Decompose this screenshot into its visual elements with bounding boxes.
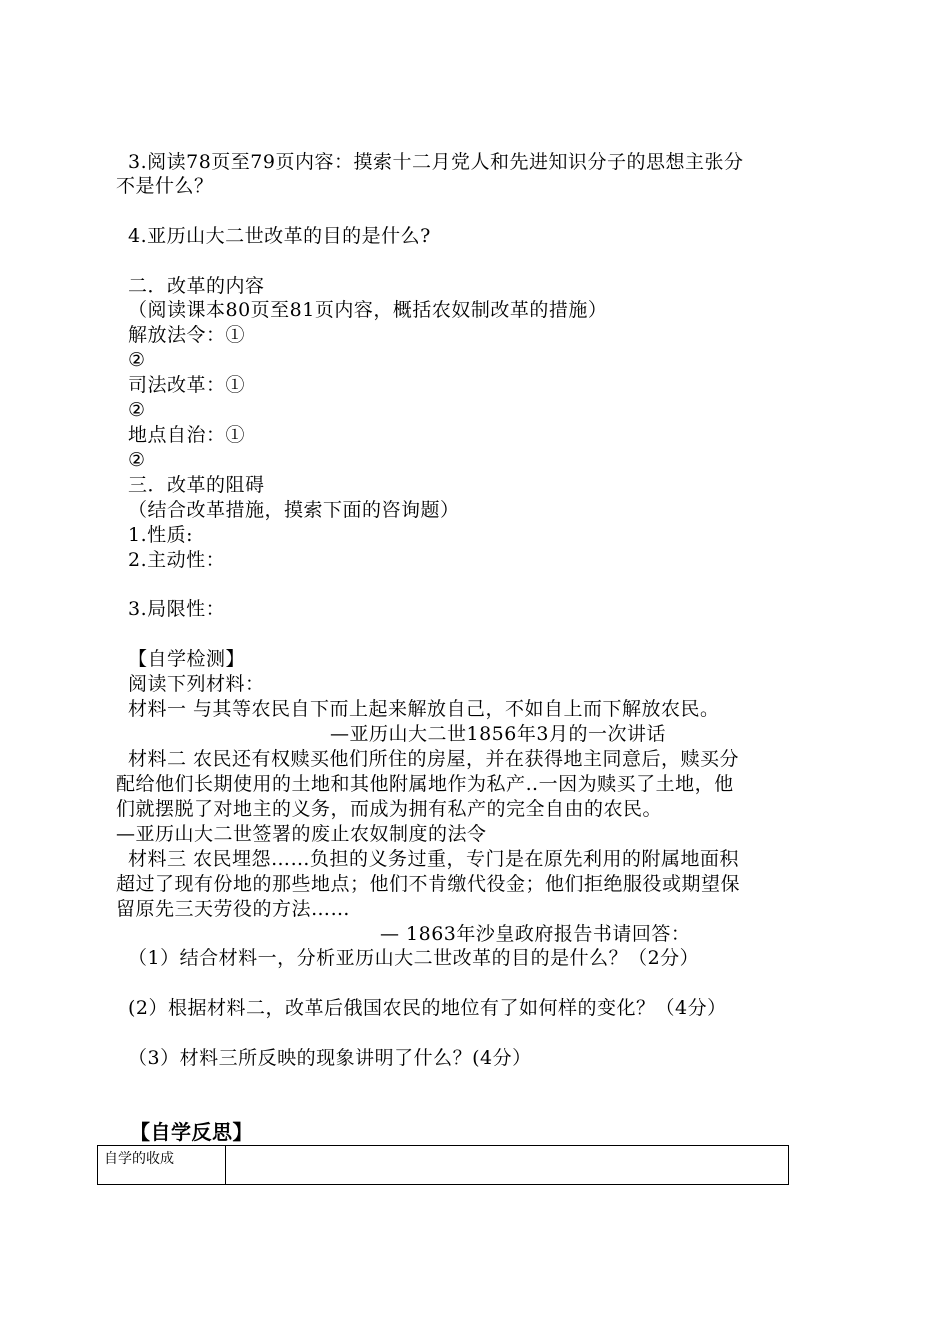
material-2-line3: 们就摆脱了对地主的义务，而成为拥有私产的完全自由的农民。 <box>116 798 663 820</box>
section-3-item-1: 1.性质: <box>128 524 194 546</box>
question-3-line2: 不是什么？ <box>116 175 214 197</box>
material-2-line1: 材料二 农民还有权赎买他们所住的房屋，并在获得地主同意后，赎买分 <box>128 748 740 770</box>
test-question-1: （1）结合材料一，分析亚历山大二世改革的目的是什么？（2分） <box>128 947 700 969</box>
section-3-title: 三．改革的阻碍 <box>128 474 265 496</box>
material-2-source: —亚历山大二世签署的废止农奴制度的法令 <box>116 823 487 845</box>
question-3-line1: 3.阅读78页至79页内容：摸索十二月党人和先进知识分子的思想主张分 <box>128 151 744 173</box>
section-2-item-2b: ② <box>128 399 146 421</box>
material-3-line3: 留原先三天劳役的方法…… <box>116 898 351 920</box>
section-2-item-3: 地点自治：① <box>128 424 246 446</box>
section-3-instruction: （结合改革措施，摸索下面的咨询题） <box>128 499 460 521</box>
self-test-intro: 阅读下列材料： <box>128 673 265 695</box>
test-question-2: (2）根据材料二，改革后俄国农民的地位有了如何样的变化？（4分） <box>128 997 727 1019</box>
self-test-heading: 【自学检测】 <box>128 648 246 670</box>
material-3-line2: 超过了现有份地的那些地点；他们不肯缴代役金；他们拒绝服役或期望保 <box>116 873 741 895</box>
section-2-title: 二．改革的内容 <box>128 275 265 297</box>
table-row <box>98 1146 789 1185</box>
material-3-source: — 1863年沙皇政府报告书请回答： <box>380 923 691 945</box>
section-2-item-1: 解放法令：① <box>128 324 246 346</box>
material-3-line1: 材料三 农民埋怨……负担的义务过重，专门是在原先利用的附属地面积 <box>128 848 740 870</box>
section-3-item-2: 2.主动性： <box>128 549 226 571</box>
reflection-label-cell: 自学的收成 <box>98 1146 226 1185</box>
reflection-table <box>97 1145 789 1185</box>
section-2-item-1b: ② <box>128 349 146 371</box>
section-2-item-2: 司法改革：① <box>128 374 246 396</box>
section-2-item-3b: ② <box>128 449 146 471</box>
section-2-instruction: （阅读课本80页至81页内容，概括农奴制改革的措施） <box>128 299 608 321</box>
material-2-line2: 配给他们长期使用的土地和其他附属地作为私产‥一因为赎买了土地，他 <box>116 773 734 795</box>
question-4: 4.亚历山大二世改革的目的是什么? <box>128 225 431 247</box>
reflection-heading: 【自学反思】 <box>130 1120 253 1144</box>
section-3-item-3: 3.局限性： <box>128 598 226 620</box>
material-1: 材料一 与其等农民自下而上起来解放自己，不如自上而下解放农民。 <box>128 698 720 720</box>
test-question-3: （3）材料三所反映的现象讲明了什么？(4分） <box>128 1047 532 1069</box>
material-1-source: —亚历山大二世1856年3月的一次讲话 <box>330 723 666 745</box>
reflection-answer-cell[interactable] <box>226 1146 789 1185</box>
